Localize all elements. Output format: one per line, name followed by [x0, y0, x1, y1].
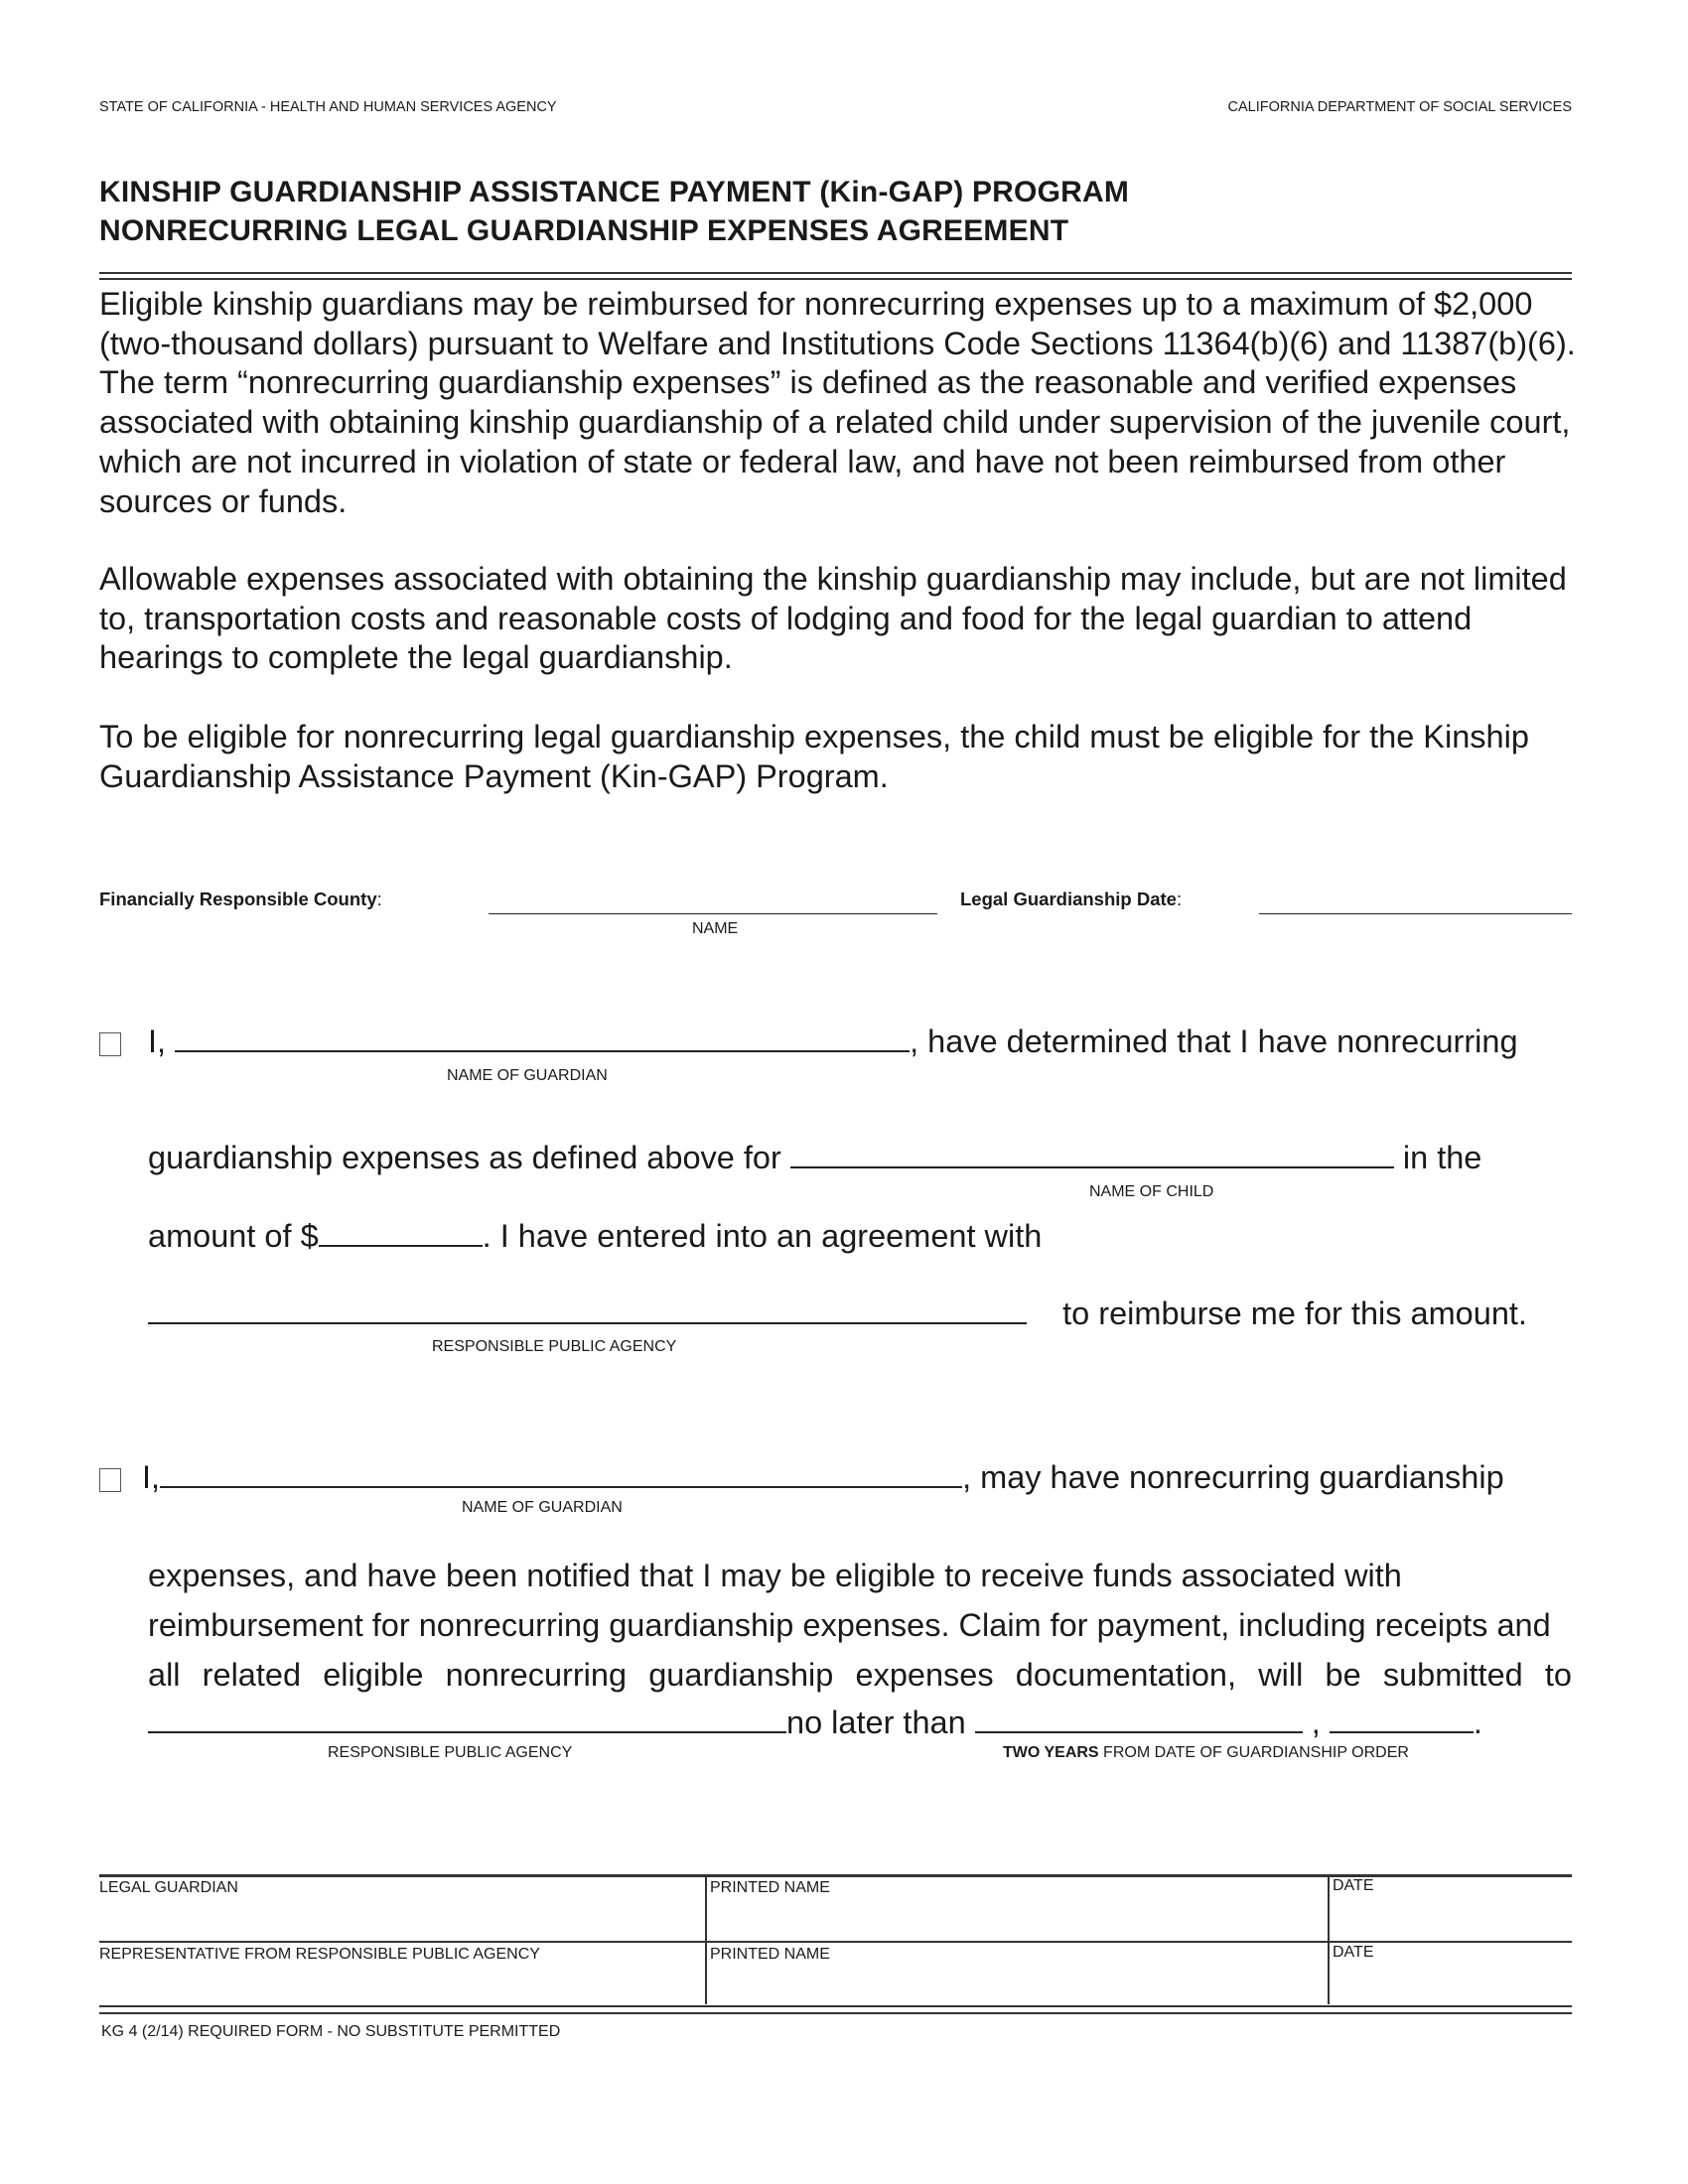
column-divider	[1328, 1877, 1330, 2004]
option1-line3: amount of $ . I have entered into an agreement with	[148, 1218, 1043, 1254]
agency-caption-2: RESPONSIBLE PUBLIC AGENCY	[328, 1744, 573, 1761]
allowable-expenses-paragraph: Allowable expenses associated with obtaining the kinship guardianship may include, but are not limited to, transportation costs and reasonable costs of lodging and food for the legal guardian to attend hearings to complete the legal guardianship.	[99, 561, 1567, 676]
guardianship-date-label: Legal Guardianship Date:	[960, 888, 1183, 909]
county-name-field[interactable]	[489, 913, 937, 914]
child-name-field[interactable]	[790, 1165, 1394, 1168]
option2-line5: no later than , .	[148, 1705, 1482, 1741]
option1-line2: guardianship expenses as defined above for in the	[148, 1140, 1482, 1175]
county-label: Financially Responsible County:	[99, 888, 382, 909]
legal-guardian-signature[interactable]: LEGAL GUARDIAN	[99, 1879, 238, 1896]
agency-representative-date[interactable]: DATE	[1333, 1944, 1374, 1961]
agency-representative-signature[interactable]: REPRESENTATIVE FROM RESPONSIBLE PUBLIC AGENCY	[99, 1946, 540, 1963]
child-name-caption: NAME OF CHILD	[1089, 1183, 1214, 1200]
option2-checkbox[interactable]	[99, 1468, 121, 1492]
agency-field-2[interactable]	[148, 1730, 786, 1733]
signature-row-divider	[99, 1941, 1572, 1943]
form-title-line1: KINSHIP GUARDIANSHIP ASSISTANCE PAYMENT (Kin-GAP) PROGRAM	[99, 176, 1130, 208]
option1-line1: I, , have determined that I have nonrecurring	[148, 1024, 1518, 1059]
deadline-date-field[interactable]	[975, 1730, 1303, 1733]
agency-header-left: STATE OF CALIFORNIA - HEALTH AND HUMAN SERVICES AGENCY	[99, 99, 557, 115]
agency-representative-printed-name[interactable]: PRINTED NAME	[710, 1946, 830, 1963]
signature-table-bottom	[99, 2005, 1572, 2007]
deadline-year-field[interactable]	[1330, 1730, 1474, 1733]
eligibility-paragraph: To be eligible for nonrecurring legal guardianship expenses, the child must be eligible for the Kinship Guardianship Assistance Payment (Kin-GAP) Program.	[99, 719, 1529, 794]
guardianship-date-field[interactable]	[1259, 913, 1572, 914]
agency-field[interactable]	[148, 1321, 1027, 1324]
deadline-caption: TWO YEARS FROM DATE OF GUARDIANSHIP ORDER	[1003, 1744, 1409, 1761]
amount-field[interactable]	[319, 1244, 483, 1247]
guardian-name-field[interactable]	[175, 1049, 910, 1052]
guardian-name-caption-2: NAME OF GUARDIAN	[462, 1499, 623, 1516]
title-divider	[99, 278, 1572, 280]
guardian-name-field-2[interactable]	[160, 1485, 962, 1488]
signature-table-bottom	[99, 2012, 1572, 2014]
intro-paragraph: Eligible kinship guardians may be reimbursed for nonrecurring expenses up to a maximum of $2,000 (two-thousand dollars) pursuant to Welfare and Institutions Code Sections 11364(b)(6) and 11387(b)(6). The term “nonrecurring guardianship expenses” is defined as the reasonable and verified expenses associated with obtaining kinship guardianship of a related child under supervision of the juvenile court, which are not incurred in violation of state or federal law, and have not been reimbursed from other sources or funds.	[99, 286, 1576, 519]
county-name-caption: NAME	[692, 920, 739, 937]
column-divider	[705, 1877, 707, 2004]
legal-guardian-printed-name[interactable]: PRINTED NAME	[710, 1879, 830, 1896]
legal-guardian-date[interactable]: DATE	[1333, 1877, 1374, 1894]
title-divider	[99, 272, 1572, 274]
option1-line4: to reimburse me for this amount.	[148, 1296, 1527, 1332]
option2-line3: reimbursement for nonrecurring guardianship expenses. Claim for payment, including receipts and	[148, 1607, 1551, 1643]
form-title-line2: NONRECURRING LEGAL GUARDIANSHIP EXPENSES AGREEMENT	[99, 214, 1069, 247]
option2-line1: I, , may have nonrecurring guardianship	[142, 1459, 1504, 1495]
option2-line2: expenses, and have been notified that I may be eligible to receive funds associated with	[148, 1558, 1402, 1593]
option1-checkbox[interactable]	[99, 1032, 121, 1056]
agency-header-right: CALIFORNIA DEPARTMENT OF SOCIAL SERVICES	[1227, 99, 1572, 115]
agency-caption: RESPONSIBLE PUBLIC AGENCY	[432, 1338, 677, 1355]
option2-line4: all related eligible nonrecurring guardianship expenses documentation, will be submitted to	[148, 1657, 1572, 1693]
guardian-name-caption: NAME OF GUARDIAN	[447, 1067, 608, 1084]
form-footer: KG 4 (2/14) REQUIRED FORM - NO SUBSTITUTE PERMITTED	[101, 2023, 561, 2040]
